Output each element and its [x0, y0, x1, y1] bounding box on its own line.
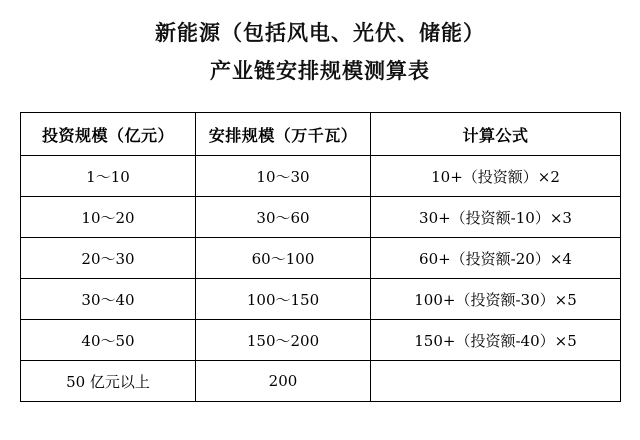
column-header-investment — [21, 113, 196, 156]
column-header-investment-label: 投资规模（亿元） — [41, 125, 174, 145]
cell-scale-value: 10～30 — [256, 167, 310, 186]
table-row — [21, 279, 621, 320]
cell-formula — [371, 197, 621, 238]
cell-investment-value: 50 亿元以上 — [66, 372, 150, 391]
cell-investment — [21, 279, 196, 320]
cell-investment — [21, 156, 196, 197]
cell-scale-value: 200 — [268, 372, 298, 390]
cell-investment-value: 40～50 — [81, 331, 135, 350]
cell-scale-value: 150～200 — [246, 331, 320, 350]
cell-investment-value: 10～20 — [81, 208, 135, 227]
column-header-scale-label: 安排规模（万千瓦） — [208, 125, 358, 145]
cell-formula-value: 100+（投资额-30）×5 — [414, 290, 577, 309]
cell-scale — [196, 320, 371, 361]
cell-investment — [21, 197, 196, 238]
cell-investment — [21, 238, 196, 279]
cell-formula-value: 60+（投资额-20）×4 — [419, 249, 572, 268]
cell-investment-value: 20～30 — [81, 249, 135, 268]
cell-scale — [196, 279, 371, 320]
table-row — [21, 361, 621, 402]
cell-formula-value: 10+（投资额）×2 — [431, 167, 560, 186]
column-header-formula — [371, 113, 621, 156]
cell-investment — [21, 320, 196, 361]
cell-scale-value: 60～100 — [251, 249, 315, 268]
cell-scale — [196, 156, 371, 197]
cell-formula — [371, 361, 621, 402]
table-container — [20, 112, 620, 402]
cell-investment-value: 1～10 — [86, 167, 130, 186]
cell-investment-value: 30～40 — [81, 290, 135, 309]
cell-formula — [371, 156, 621, 197]
cell-scale-value: 30～60 — [256, 208, 310, 227]
scale-calculation-table — [20, 112, 621, 402]
cell-formula — [371, 320, 621, 361]
cell-scale — [196, 361, 371, 402]
cell-scale — [196, 238, 371, 279]
table-body — [21, 156, 621, 402]
column-header-scale — [196, 113, 371, 156]
title-line-2: 产业链安排规模测算表 — [210, 58, 430, 83]
table-row — [21, 156, 621, 197]
cell-formula-value: 30+（投资额-10）×3 — [419, 208, 572, 227]
cell-formula-value: 150+（投资额-40）×5 — [414, 331, 577, 350]
table-row — [21, 238, 621, 279]
table-row — [21, 197, 621, 238]
document-title — [0, 14, 640, 90]
column-header-formula-label: 计算公式 — [462, 125, 529, 145]
table-header-row — [21, 113, 621, 156]
title-line-1: 新能源（包括风电、光伏、储能） — [155, 20, 485, 45]
cell-investment — [21, 361, 196, 402]
table-row — [21, 320, 621, 361]
cell-formula — [371, 279, 621, 320]
cell-scale-value: 100～150 — [246, 290, 320, 309]
cell-formula — [371, 238, 621, 279]
cell-scale — [196, 197, 371, 238]
